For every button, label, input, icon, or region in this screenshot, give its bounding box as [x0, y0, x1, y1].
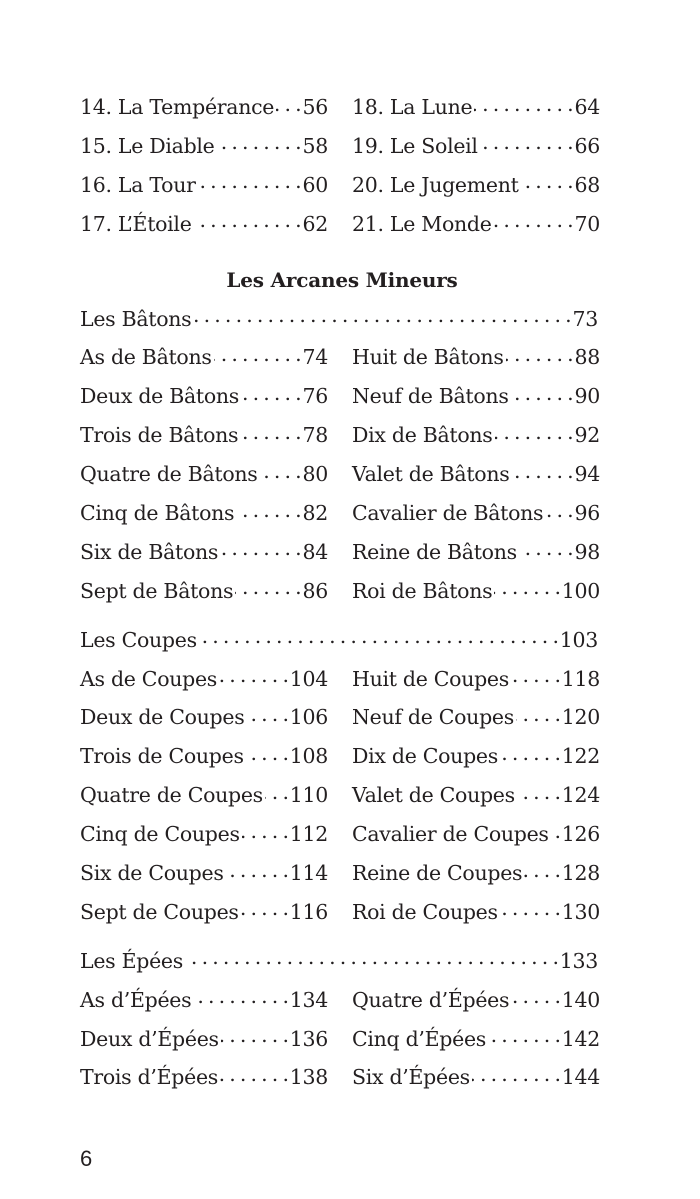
entry-page: 124 [561, 783, 600, 808]
toc-entry[interactable] [352, 660, 600, 699]
entry-page: 84 [302, 539, 328, 564]
entry-label: Sept de Bâtons [80, 578, 234, 603]
toc-entry[interactable] [352, 533, 600, 572]
toc-entry[interactable] [352, 1020, 600, 1059]
suit-heading-coupes[interactable] [80, 621, 598, 660]
dot-leader [259, 461, 300, 482]
toc-entry[interactable] [80, 494, 328, 533]
entry-page: 74 [302, 345, 328, 370]
toc-entry[interactable] [80, 737, 328, 776]
toc-entry[interactable] [80, 1058, 328, 1097]
spacer [80, 932, 604, 942]
entry-page: 82 [302, 501, 328, 526]
entry-label: Roi de Bâtons [352, 578, 493, 603]
entry-page: 142 [561, 1026, 600, 1051]
suit-page: 73 [572, 306, 598, 331]
toc-entry[interactable] [80, 377, 328, 416]
entry-page: 76 [302, 384, 328, 409]
dot-leader [199, 626, 558, 647]
toc-entry[interactable] [80, 127, 328, 166]
entry-label: Quatre de Bâtons [80, 462, 258, 487]
toc-entry[interactable] [80, 1020, 328, 1059]
dot-leader [246, 704, 287, 725]
dot-leader [495, 422, 573, 443]
entry-label: Six d’Épées [352, 1065, 470, 1090]
entry-page: 140 [561, 987, 600, 1012]
entry-label: Trois d’Épées [80, 1065, 219, 1090]
toc-entry[interactable] [352, 572, 600, 611]
entry-label: Six de Bâtons [80, 539, 219, 564]
entry-page: 98 [574, 539, 600, 564]
entry-label: 15. Le Diable [80, 133, 215, 158]
entry-page: 116 [289, 899, 328, 924]
toc-entry[interactable] [80, 88, 328, 127]
entry-page: 144 [561, 1065, 600, 1090]
entry-label: 14. La Tempérance [80, 95, 275, 119]
entry-page: 60 [302, 172, 328, 197]
entry-page: 68 [574, 172, 600, 197]
entry-page: 122 [561, 744, 600, 769]
toc-entry[interactable] [352, 455, 600, 494]
entry-label: Huit de Bâtons [352, 345, 504, 370]
entry-label: As de Bâtons [80, 345, 212, 370]
toc-entry[interactable] [352, 698, 600, 737]
entry-label: Neuf de Coupes [352, 705, 514, 730]
entry-label: Cinq de Coupes [80, 822, 240, 847]
entry-label: Six de Coupes [80, 861, 224, 886]
dot-leader [214, 344, 301, 365]
dot-leader [506, 344, 573, 365]
toc-entry[interactable] [352, 205, 600, 244]
entry-label: 21. Le Monde [352, 211, 492, 236]
dot-leader [545, 500, 572, 521]
dot-leader [226, 860, 288, 881]
dot-leader [517, 782, 560, 803]
toc-entry[interactable] [80, 533, 328, 572]
dot-leader [511, 665, 560, 686]
entry-page: 106 [289, 705, 328, 730]
dot-leader [494, 210, 573, 231]
entry-label: 19. Le Soleil [352, 133, 478, 158]
entry-page: 70 [574, 211, 600, 236]
entry-label: As d’Épées [80, 987, 192, 1012]
toc-entry[interactable] [352, 893, 600, 932]
toc-entry[interactable] [80, 815, 328, 854]
entry-label: Reine de Bâtons [352, 539, 517, 564]
suit-page: 103 [559, 627, 598, 652]
dot-leader [511, 383, 573, 404]
dot-leader [551, 821, 560, 842]
toc-entry[interactable] [352, 494, 600, 533]
entry-page: 138 [289, 1065, 328, 1090]
suit-list-epees [80, 981, 604, 1098]
entry-page: 100 [561, 578, 600, 603]
entry-label: Cinq de Bâtons [80, 501, 235, 526]
entry-page: 80 [302, 462, 328, 487]
entry-label: Deux de Bâtons [80, 384, 240, 409]
dot-leader [236, 500, 300, 521]
dot-leader [193, 305, 570, 326]
table-of-contents [80, 88, 604, 1097]
dot-leader [500, 743, 560, 764]
entry-page: 112 [289, 822, 328, 847]
toc-entry[interactable] [80, 776, 328, 815]
toc-entry[interactable] [80, 893, 328, 932]
dot-leader [500, 898, 560, 919]
dot-leader [516, 704, 560, 725]
entry-label: Dix de Bâtons [352, 423, 493, 448]
dot-leader [220, 538, 300, 559]
entry-page: 92 [574, 423, 600, 448]
entry-label: Dix de Coupes [352, 744, 498, 769]
entry-label: 17. L’Étoile [80, 211, 192, 236]
entry-page: 108 [289, 744, 328, 769]
entry-page: 96 [574, 501, 600, 526]
toc-entry[interactable] [352, 737, 600, 776]
toc-entry[interactable] [80, 205, 328, 244]
dot-leader [511, 461, 572, 482]
dot-leader [276, 94, 300, 115]
toc-entry[interactable] [352, 166, 600, 205]
toc-entry[interactable] [352, 1058, 600, 1097]
suit-page: 133 [559, 948, 598, 973]
entry-label: Trois de Coupes [80, 744, 244, 769]
dot-leader [217, 132, 301, 153]
entry-label: Roi de Coupes [352, 899, 498, 924]
entry-label: Deux de Coupes [80, 705, 245, 730]
dot-leader [235, 577, 300, 598]
entry-page: 90 [574, 384, 600, 409]
section-heading-minor-arcana: Les Arcanes Mineurs [226, 267, 458, 292]
entry-page: 126 [561, 822, 600, 847]
spacer [80, 611, 604, 621]
dot-leader [472, 1064, 560, 1085]
entry-page: 58 [302, 133, 328, 158]
dot-leader [194, 210, 301, 231]
dot-leader [241, 383, 300, 404]
dot-leader [219, 665, 288, 686]
entry-label: Valet de Coupes [352, 783, 515, 808]
dot-leader [221, 1025, 288, 1046]
entry-label: Cavalier de Bâtons [352, 501, 544, 526]
suit-heading-batons[interactable] [80, 300, 598, 339]
entry-page: 88 [574, 345, 600, 370]
dot-leader [241, 898, 288, 919]
dot-leader [494, 577, 559, 598]
page-number: 6 [80, 1146, 93, 1171]
entry-label: Cavalier de Coupes [352, 822, 549, 847]
entry-page: 66 [574, 133, 600, 158]
toc-entry[interactable] [80, 338, 328, 377]
toc-entry[interactable] [80, 698, 328, 737]
suit-title: Les Bâtons [80, 306, 192, 331]
suit-list-batons [80, 338, 604, 610]
dot-leader [265, 782, 288, 803]
toc-entry[interactable] [80, 166, 328, 205]
entry-label: Cinq d’Épées [352, 1026, 486, 1051]
toc-entry[interactable] [80, 572, 328, 611]
dot-leader [519, 538, 573, 559]
entry-page: 110 [289, 783, 328, 808]
dot-leader [524, 860, 560, 881]
entry-page: 56 [302, 95, 328, 119]
entry-label: Deux d’Épées [80, 1026, 219, 1051]
entry-page: 104 [289, 666, 328, 691]
toc-entry[interactable] [80, 416, 328, 455]
entry-page: 136 [289, 1026, 328, 1051]
entry-page: 64 [574, 95, 600, 119]
dot-leader [185, 947, 558, 968]
toc-entry[interactable] [80, 981, 328, 1020]
suit-title: Les Coupes [80, 627, 197, 652]
toc-entry[interactable] [352, 776, 600, 815]
dot-leader [511, 986, 560, 1007]
dot-leader [220, 1064, 288, 1085]
entry-label: Valet de Bâtons [352, 462, 510, 487]
entry-page: 94 [574, 462, 600, 487]
entry-label: Sept de Coupes [80, 899, 239, 924]
major-arcana-list [80, 88, 604, 244]
dot-leader [198, 171, 301, 192]
entry-label: 20. Le Jugement [352, 172, 519, 197]
toc-entry[interactable] [352, 854, 600, 893]
toc-entry[interactable] [352, 815, 600, 854]
entry-page: 128 [561, 861, 600, 886]
suit-heading-epees[interactable] [80, 942, 598, 981]
toc-entry[interactable] [352, 127, 600, 166]
suit-list-coupes [80, 660, 604, 932]
entry-label: Quatre de Coupes [80, 783, 263, 808]
entry-page: 86 [302, 578, 328, 603]
dot-leader [240, 422, 300, 443]
entry-page: 78 [302, 423, 328, 448]
entry-label: Huit de Coupes [352, 666, 509, 691]
toc-entry[interactable] [352, 416, 600, 455]
dot-leader [474, 94, 572, 115]
dot-leader [488, 1025, 560, 1046]
entry-label: Trois de Bâtons [80, 423, 239, 448]
dot-leader [193, 986, 287, 1007]
entry-page: 118 [561, 666, 600, 691]
entry-label: Neuf de Bâtons [352, 384, 509, 409]
entry-label: 16. La Tour [80, 172, 196, 197]
entry-page: 114 [289, 861, 328, 886]
entry-label: As de Coupes [80, 666, 218, 691]
suit-title: Les Épées [80, 948, 183, 973]
entry-page: 134 [289, 987, 328, 1012]
toc-entry[interactable] [80, 455, 328, 494]
toc-entry[interactable] [352, 981, 600, 1020]
dot-leader [521, 171, 573, 192]
dot-leader [246, 743, 288, 764]
dot-leader [480, 132, 573, 153]
entry-page: 62 [302, 211, 328, 236]
toc-entry[interactable] [352, 338, 600, 377]
toc-entry[interactable] [80, 660, 328, 699]
toc-entry[interactable] [80, 854, 328, 893]
dot-leader [242, 821, 288, 842]
toc-entry[interactable] [352, 377, 600, 416]
entry-label: 18. La Lune [352, 95, 473, 119]
toc-entry[interactable] [352, 88, 600, 127]
entry-page: 120 [561, 705, 600, 730]
entry-page: 130 [561, 899, 600, 924]
entry-label: Reine de Coupes [352, 861, 523, 886]
entry-label: Quatre d’Épées [352, 987, 510, 1012]
